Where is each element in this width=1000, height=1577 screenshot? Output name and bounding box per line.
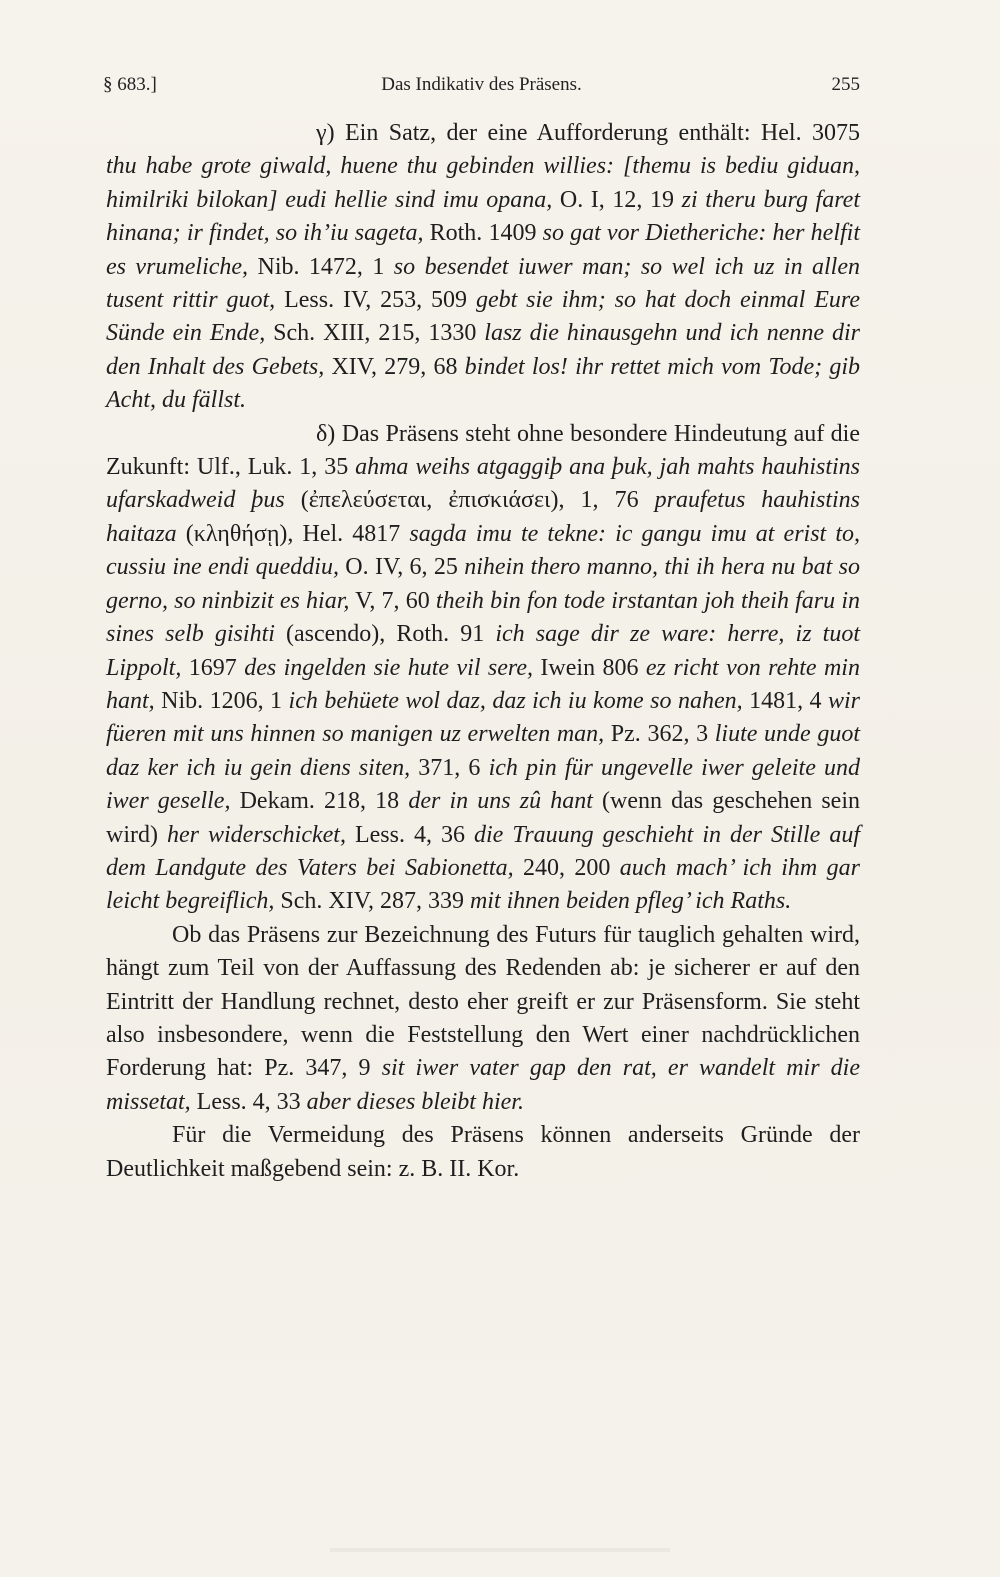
reference-text: (κληθήσῃ), Hel. 4817 [176,520,410,547]
reference-text: 371, 6 [410,754,489,781]
footer-bleed [330,1548,670,1552]
quotation-text: so besendet iuwer man; so wel ich uz in allen tusent rittir guot, [106,253,861,314]
quotation-text: die Trauung geschieht in der Stille auf dem Landgute des Vaters bei Sabionetta, [106,821,860,881]
quotation-text: ahma weihs atgaggiþ ana þuk, jah mahts hauhistins ufarskadweid þus [106,454,860,514]
running-title: Das Indikativ des Präsens. [381,74,582,95]
reference-text: O. I, 12, 19 [552,186,682,213]
quotation-text: sit iwer vater gap den rat, er wandelt mir die missetat, [106,1055,860,1115]
paragraph-vermeidung [106,1119,860,1186]
reference-text: (ascendo), Roth. 91 [274,621,496,648]
reference-text: Sch. XIII, 215, 1330 [265,320,485,347]
quotation-text: mit ihnen beiden pfleg’ ich Raths. [469,888,792,915]
quotation-text: nihein thero manno, thi ih hera nu bat so gerno, so ninbizit es hiar, [106,554,860,614]
quotation-text: liute unde guot daz ker ich iu gein diens siten, [106,721,860,781]
reference-text: δ) Das Präsens steht ohne besondere Hindeutung auf die Zukunft: Ulf., Luk. 1, 35 [106,420,860,481]
quotation-text: so gat vor Dietheriche: her helfit es vrumeliche, [106,220,860,280]
reference-text: Iwein 806 [533,654,646,681]
quotation-text: ich sage dir ze ware: herre, iz tuot Lippolt, [106,621,860,681]
quotation-text: lasz die hinausgehn und ich nenne dir den Inhalt des Gebets, [106,320,860,380]
paragraph-delta [106,418,860,919]
reference-text: 1481, 4 [742,687,828,714]
page-number: 255 [831,74,860,95]
reference-text: 1697 [181,654,245,681]
quotation-text: ich behüete wol daz, daz ich iu kome so nahen, [288,687,743,714]
reference-text: γ) Ein Satz, der eine Aufforderung enthält: Hel. 3075 [316,120,860,146]
quotation-text: theih bin fon tode irstantan joh theih faru in sines selb gisihti [106,587,860,648]
reference-text: Ob das Präsens zur Bezeichnung des Futurs für tauglich gehalten wird, hängt zum Teil von der Auffassung des Redenden ab: je sicherer er auf den Eintritt der Handlung rechnet, desto eher greift er zur Präsensform. Sie steht also insbesondere, wenn die Feststellung den Wert einer nachdrücklichen Forderung hat: Pz. 347, 9 [106,921,860,1082]
reference-text: V, 7, 60 [349,587,436,614]
reference-text: Nib. 1206, 1 [154,687,289,714]
reference-text: (ἐπελεύσεται, ἐπισκιάσει), 1, 76 [284,487,655,514]
reference-text: Nib. 1472, 1 [248,253,394,280]
quotation-text: zi theru burg faret hinana; ir findet, so ih’iu sageta, [106,186,860,247]
quotation-text: bindet los! ihr rettet mich vom Tode; gib Acht, du fällst. [106,353,860,414]
quotation-text: der in uns zû hant [408,788,593,815]
reference-text: Less. 4, 36 [345,821,474,848]
page-header [103,74,860,104]
reference-text: (wenn das geschehen sein wird) [106,788,861,848]
reference-text: Pz. 362, 3 [604,721,715,748]
reference-text: Dekam. 218, 18 [230,788,409,815]
reference-text: 240, 200 [513,854,620,881]
quotation-text: wir füeren mit uns hinnen so manigen uz erwelten man, [106,687,861,748]
quotation-text: praufetus hauhistins haitaza [106,487,860,547]
quotation-text: thu habe grote giwald, huene thu gebinden willies: [themu is bediu giduan, himilriki bilokan] eudi hellie sind imu opana, [106,153,860,213]
body-text [106,117,860,1186]
quotation-text: her widerschicket, [167,821,346,848]
paragraph-gamma [106,117,860,418]
paragraph-futur [106,919,860,1119]
reference-text: Für die Vermeidung des Präsens können anderseits Gründe der Deutlichkeit maßgebend sein: z. B. II. Kor. [106,1122,860,1182]
reference-text: Less. 4, 33 [190,1088,307,1115]
reference-text: Less. IV, 253, 509 [275,287,476,314]
quotation-text: sagda imu te tekne: ic gangu imu at erist to, cussiu ine endi queddiu, [106,520,860,581]
reference-text: Sch. XIV, 287, 339 [274,888,470,915]
quotation-text: auch mach’ ich ihm gar leicht begreiflich, [106,854,860,915]
quotation-text: gebt sie ihm; so hat doch einmal Eure Sünde ein Ende, [106,287,860,347]
quotation-text: ez richt von rehte min hant, [106,654,860,714]
section-number: § 683.] [103,74,157,95]
quotation-text: aber dieses bleibt hier. [306,1088,524,1115]
reference-text: Roth. 1409 [423,220,543,247]
quotation-text: des ingelden sie hute vil sere, [244,654,533,681]
reference-text: O. IV, 6, 25 [338,554,465,581]
quotation-text: ich pin für ungevelle iwer geleite und iwer geselle, [106,754,861,815]
reference-text: XIV, 279, 68 [324,353,465,380]
